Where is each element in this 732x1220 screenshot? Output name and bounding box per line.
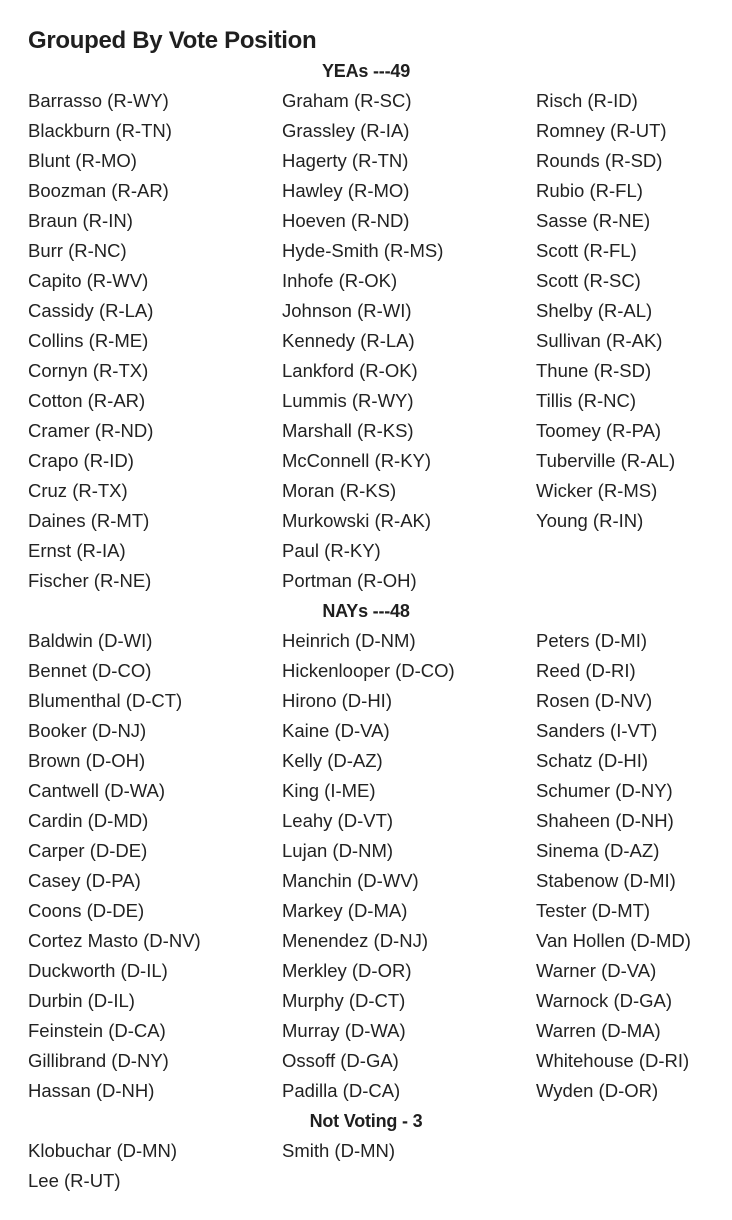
senator-entry: Lankford (R-OK) xyxy=(282,360,418,381)
senator-entry: Daines (R-MT) xyxy=(28,510,150,531)
senator-entry: McConnell (R-KY) xyxy=(282,450,432,471)
senator-entry: Feinstein (D-CA) xyxy=(28,1020,166,1041)
senator-entry: Rounds (R-SD) xyxy=(536,150,663,171)
senator-entry: Cantwell (D-WA) xyxy=(28,780,166,801)
senator-entry: Hirono (D-HI) xyxy=(282,690,392,711)
senator-entry: Ernst (R-IA) xyxy=(28,540,126,561)
senator-entry: Klobuchar (D-MN) xyxy=(28,1140,178,1161)
senator-entry: Inhofe (R-OK) xyxy=(282,270,398,291)
senator-entry: Cotton (R-AR) xyxy=(28,390,146,411)
senator-entry: Lujan (D-NM) xyxy=(282,840,394,861)
senator-entry: Blackburn (R-TN) xyxy=(28,120,172,141)
senator-entry: Lee (R-UT) xyxy=(28,1170,121,1191)
senator-entry: Warren (D-MA) xyxy=(536,1020,661,1041)
senator-entry: Stabenow (D-MI) xyxy=(536,870,676,891)
senator-entry: Blunt (R-MO) xyxy=(28,150,137,171)
senator-entry: Murphy (D-CT) xyxy=(282,990,406,1011)
senator-entry: Thune (R-SD) xyxy=(536,360,652,381)
senator-entry: Sasse (R-NE) xyxy=(536,210,651,231)
senator-entry: Collins (R-ME) xyxy=(28,330,149,351)
senator-entry: Cruz (R-TX) xyxy=(28,480,128,501)
senator-entry: Bennet (D-CO) xyxy=(28,660,152,681)
senator-entry: Murray (D-WA) xyxy=(282,1020,406,1041)
senator-entry: Peters (D-MI) xyxy=(536,630,647,651)
senator-entry: Tester (D-MT) xyxy=(536,900,651,921)
senator-entry: Portman (R-OH) xyxy=(282,570,417,591)
senator-entry: Kennedy (R-LA) xyxy=(282,330,415,351)
section-title: Grouped By Vote Position xyxy=(28,27,317,54)
senator-entry xyxy=(536,566,732,596)
senator-entry: Tuberville (R-AL) xyxy=(536,450,676,471)
senator-entry: Boozman (R-AR) xyxy=(28,180,169,201)
senator-entry: Shaheen (D-NH) xyxy=(536,810,674,831)
senator-entry: Young (R-IN) xyxy=(536,510,644,531)
senator-entry: Merkley (D-OR) xyxy=(282,960,412,981)
senator-entry: Ossoff (D-GA) xyxy=(282,1050,399,1071)
senator-entry: Hagerty (R-TN) xyxy=(282,150,409,171)
senator-entry: Warnock (D-GA) xyxy=(536,990,673,1011)
senator-entry xyxy=(536,1136,732,1166)
senator-entry: Fischer (R-NE) xyxy=(28,570,152,591)
senator-entry: Hassan (D-NH) xyxy=(28,1080,155,1101)
senator-entry: Cassidy (R-LA) xyxy=(28,300,154,321)
senator-entry: King (I-ME) xyxy=(282,780,376,801)
senator-entry: Kelly (D-AZ) xyxy=(282,750,383,771)
senator-grid-not-voting xyxy=(28,1136,704,1196)
senator-entry: Scott (R-FL) xyxy=(536,240,637,261)
senator-entry: Cornyn (R-TX) xyxy=(28,360,149,381)
group-heading-yeas: YEAs ---49 xyxy=(321,61,411,81)
senator-entry xyxy=(536,536,732,566)
senator-entry: Risch (R-ID) xyxy=(536,90,638,111)
senator-entry: Coons (D-DE) xyxy=(28,900,145,921)
senator-entry: Markey (D-MA) xyxy=(282,900,408,921)
senator-entry: Schumer (D-NY) xyxy=(536,780,673,801)
senator-entry: Cramer (R-ND) xyxy=(28,420,154,441)
senator-entry: Schatz (D-HI) xyxy=(536,750,649,771)
senator-entry: Wicker (R-MS) xyxy=(536,480,658,501)
senator-entry: Rosen (D-NV) xyxy=(536,690,653,711)
senator-entry: Brown (D-OH) xyxy=(28,750,146,771)
senator-entry: Barrasso (R-WY) xyxy=(28,90,169,111)
senator-entry: Marshall (R-KS) xyxy=(282,420,414,441)
senator-entry: Crapo (R-ID) xyxy=(28,450,134,471)
senator-entry: Manchin (D-WV) xyxy=(282,870,419,891)
senator-entry: Sullivan (R-AK) xyxy=(536,330,663,351)
senator-entry: Paul (R-KY) xyxy=(282,540,381,561)
senator-entry: Gillibrand (D-NY) xyxy=(28,1050,169,1071)
senator-entry: Rubio (R-FL) xyxy=(536,180,643,201)
senator-grid-nays xyxy=(28,626,704,1106)
senator-entry: Cortez Masto (D-NV) xyxy=(28,930,201,951)
senator-entry: Baldwin (D-WI) xyxy=(28,630,153,651)
senator-entry: Carper (D-DE) xyxy=(28,840,148,861)
senator-entry: Hickenlooper (D-CO) xyxy=(282,660,455,681)
senator-entry: Burr (R-NC) xyxy=(28,240,127,261)
senator-entry: Lummis (R-WY) xyxy=(282,390,414,411)
senator-entry: Durbin (D-IL) xyxy=(28,990,135,1011)
senator-entry xyxy=(282,1166,536,1196)
senator-entry: Tillis (R-NC) xyxy=(536,390,637,411)
group-heading-nays: NAYs ---48 xyxy=(322,601,410,621)
senator-entry: Graham (R-SC) xyxy=(282,90,412,111)
senator-entry: Braun (R-IN) xyxy=(28,210,133,231)
senator-entry: Whitehouse (D-RI) xyxy=(536,1050,690,1071)
senator-entry: Toomey (R-PA) xyxy=(536,420,662,441)
senator-entry: Smith (D-MN) xyxy=(282,1140,396,1161)
senator-entry: Menendez (D-NJ) xyxy=(282,930,428,951)
senator-entry: Wyden (D-OR) xyxy=(536,1080,659,1101)
group-heading-not-voting: Not Voting - 3 xyxy=(309,1111,423,1131)
senator-entry: Casey (D-PA) xyxy=(28,870,141,891)
senator-entry: Scott (R-SC) xyxy=(536,270,641,291)
senator-entry: Sanders (I-VT) xyxy=(536,720,658,741)
senator-entry: Capito (R-WV) xyxy=(28,270,149,291)
senator-entry: Moran (R-KS) xyxy=(282,480,397,501)
senator-entry: Leahy (D-VT) xyxy=(282,810,394,831)
senator-entry: Murkowski (R-AK) xyxy=(282,510,432,531)
senator-entry: Van Hollen (D-MD) xyxy=(536,930,691,951)
senator-entry: Grassley (R-IA) xyxy=(282,120,410,141)
senator-entry: Duckworth (D-IL) xyxy=(28,960,168,981)
senator-entry: Kaine (D-VA) xyxy=(282,720,390,741)
senator-entry xyxy=(536,1166,732,1196)
senator-entry: Heinrich (D-NM) xyxy=(282,630,416,651)
senator-entry: Hoeven (R-ND) xyxy=(282,210,410,231)
senator-entry: Hyde-Smith (R-MS) xyxy=(282,240,444,261)
senator-entry: Shelby (R-AL) xyxy=(536,300,653,321)
senator-grid-yeas xyxy=(28,86,704,596)
senator-entry: Hawley (R-MO) xyxy=(282,180,410,201)
senator-entry: Reed (D-RI) xyxy=(536,660,636,681)
senator-entry: Romney (R-UT) xyxy=(536,120,667,141)
senator-entry: Blumenthal (D-CT) xyxy=(28,690,183,711)
senator-entry: Cardin (D-MD) xyxy=(28,810,149,831)
senator-entry: Sinema (D-AZ) xyxy=(536,840,660,861)
senator-entry: Padilla (D-CA) xyxy=(282,1080,401,1101)
vote-groups xyxy=(28,56,704,1196)
senator-entry: Johnson (R-WI) xyxy=(282,300,412,321)
senator-entry: Warner (D-VA) xyxy=(536,960,657,981)
senator-entry: Booker (D-NJ) xyxy=(28,720,147,741)
